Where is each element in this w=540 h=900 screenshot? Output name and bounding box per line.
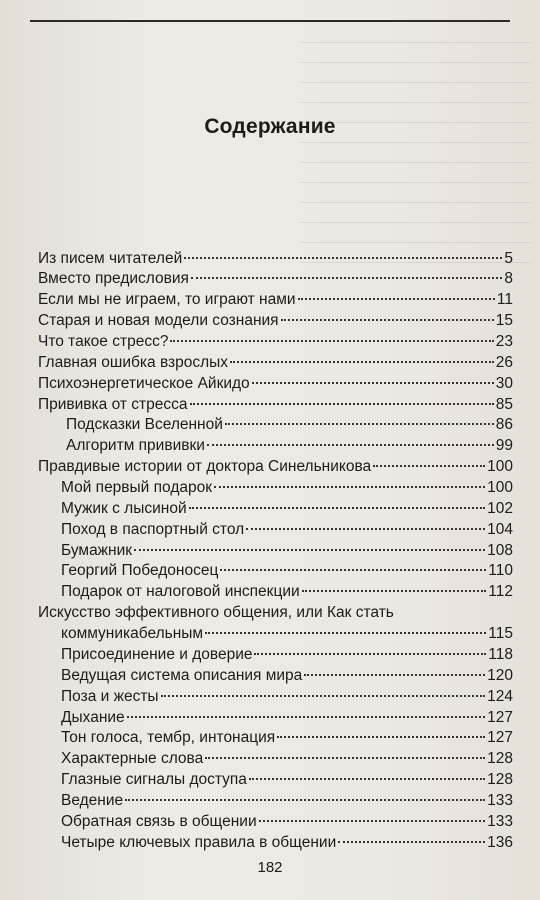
toc-entry-label: Поход в паспортный стол [61, 521, 245, 538]
toc-entry-label: коммуникабельным [61, 625, 204, 642]
toc-entry-label: Психоэнергетическое Айкидо [38, 375, 250, 392]
toc-entry-page: 128 [487, 771, 513, 788]
toc-entry-page: 127 [487, 709, 513, 726]
toc-entry-label: Старая и новая модели сознания [38, 312, 279, 329]
toc-entry [38, 269, 513, 288]
toc-entry-label: Подсказки Вселенной [66, 416, 223, 433]
toc-entry [38, 311, 513, 330]
toc-entry [61, 708, 513, 727]
toc-entry-label: Подарок от налоговой инспекции [61, 583, 300, 600]
toc-entry-page: 120 [487, 667, 513, 684]
bleed-through-text [300, 30, 530, 270]
toc-entry-page: 100 [487, 479, 513, 496]
toc-entry-label: Ведение [61, 792, 124, 809]
toc-entry [38, 374, 513, 393]
dot-leader [252, 382, 494, 384]
toc-entry [61, 499, 513, 518]
toc-entry-page: 5 [504, 250, 513, 267]
dot-leader [214, 486, 485, 488]
dot-leader [205, 632, 486, 634]
toc-entry [61, 666, 513, 685]
toc-entry-label: Вместо предисловия [38, 270, 189, 287]
toc-entry-label: Поза и жесты [61, 688, 159, 705]
toc-entry-page: 26 [495, 354, 513, 371]
toc-entry [38, 332, 513, 351]
toc-entry [61, 749, 513, 768]
toc-entry-page: 136 [487, 834, 513, 851]
toc-entry [38, 395, 513, 414]
dot-leader [207, 444, 494, 446]
toc-entry-page: 115 [488, 625, 513, 642]
dot-leader [125, 799, 485, 801]
toc-entry-label: Мужик с лысиной [61, 500, 187, 517]
toc-entry-label: Главная ошибка взрослых [38, 354, 229, 371]
page-title: Содержание [204, 115, 336, 138]
toc-entry [61, 791, 513, 810]
dot-leader [230, 361, 494, 363]
toc-entry [61, 582, 513, 601]
toc-entry [38, 249, 513, 268]
dot-leader [373, 465, 485, 467]
dot-leader [249, 778, 485, 780]
toc-entry-label: Искусство эффективного общения, или Как стать [38, 604, 394, 621]
toc-entry [38, 353, 513, 372]
dot-leader [184, 257, 502, 259]
toc-entry [38, 603, 513, 622]
toc-entry [66, 436, 513, 455]
toc-entry [61, 520, 513, 539]
toc-entry-page: 118 [488, 646, 513, 663]
dot-leader [190, 403, 494, 405]
toc-entry-label: Дыхание [61, 709, 125, 726]
toc-entry-label: Из писем читателей [38, 250, 183, 267]
toc-entry-label: Характерные слова [61, 750, 204, 767]
dot-leader [298, 298, 495, 300]
toc-entry [38, 290, 513, 309]
dot-leader [189, 507, 486, 509]
toc-entry-label: Алгоритм прививки [66, 437, 205, 454]
header-rule [30, 20, 510, 22]
dot-leader [161, 695, 486, 697]
toc-entry-page: 8 [504, 270, 513, 287]
dot-leader [254, 653, 486, 655]
toc-entry-page: 104 [487, 521, 513, 538]
toc-entry-label: Бумажник [61, 542, 133, 559]
toc-entry [61, 624, 513, 643]
toc-entry [61, 645, 513, 664]
toc-entry-page: 133 [487, 792, 513, 809]
toc-entry-page: 11 [496, 291, 513, 308]
toc-entry [61, 833, 513, 852]
toc-entry [61, 812, 513, 831]
toc-entry-page: 108 [487, 542, 513, 559]
toc-entry-label: Ведущая система описания мира [61, 667, 303, 684]
toc-entry [66, 415, 513, 434]
toc-entry-page: 100 [487, 458, 513, 475]
toc-entry-page: 112 [488, 583, 513, 600]
toc-entry-label: Георгий Победоносец [61, 562, 219, 579]
toc-entry-page: 30 [495, 375, 513, 392]
toc-entry [38, 457, 513, 476]
dot-leader [205, 757, 485, 759]
toc-entry-page: 102 [487, 500, 513, 517]
dot-leader [304, 674, 485, 676]
toc-entry-label: Глазные сигналы доступа [61, 771, 247, 788]
toc-entry-page: 99 [495, 437, 513, 454]
toc-entry-page: 127 [487, 729, 513, 746]
dot-leader [246, 528, 485, 530]
dot-leader [220, 569, 486, 571]
toc-entry-label: Что такое стресс? [38, 333, 169, 350]
dot-leader [225, 423, 494, 425]
dot-leader [338, 841, 485, 843]
page-number: 182 [257, 859, 283, 876]
toc-entry-label: Присоединение и доверие [61, 646, 253, 663]
toc-entry [61, 478, 513, 497]
toc-entry-page: 86 [495, 416, 513, 433]
toc-entry-label: Четыре ключевых правила в общении [61, 834, 337, 851]
dot-leader [281, 319, 494, 321]
toc-entry [61, 541, 513, 560]
toc-entry [61, 687, 513, 706]
dot-leader [259, 820, 486, 822]
toc-entry [61, 561, 513, 580]
toc-entry-label: Обратная связь в общении [61, 813, 257, 830]
dot-leader [277, 736, 485, 738]
dot-leader [134, 549, 485, 551]
toc-entry-page: 85 [495, 396, 513, 413]
toc-entry-page: 124 [487, 688, 513, 705]
toc-entry [61, 770, 513, 789]
toc-entry-page: 23 [495, 333, 513, 350]
toc-entry [61, 728, 513, 747]
dot-leader [127, 716, 485, 718]
toc-entry-page: 133 [487, 813, 513, 830]
toc-entry-page: 110 [488, 562, 513, 579]
toc-entry-label: Мой первый подарок [61, 479, 213, 496]
toc-entry-page: 15 [495, 312, 513, 329]
dot-leader [170, 340, 493, 342]
dot-leader [191, 277, 502, 279]
dot-leader [302, 590, 487, 592]
toc-entry-label: Тон голоса, тембр, интонация [61, 729, 276, 746]
toc-entry-label: Правдивые истории от доктора Синельникова [38, 458, 372, 475]
toc-entry-label: Прививка от стресса [38, 396, 188, 413]
toc-entry-page: 128 [487, 750, 513, 767]
toc-entry-label: Если мы не играем, то играют нами [38, 291, 296, 308]
